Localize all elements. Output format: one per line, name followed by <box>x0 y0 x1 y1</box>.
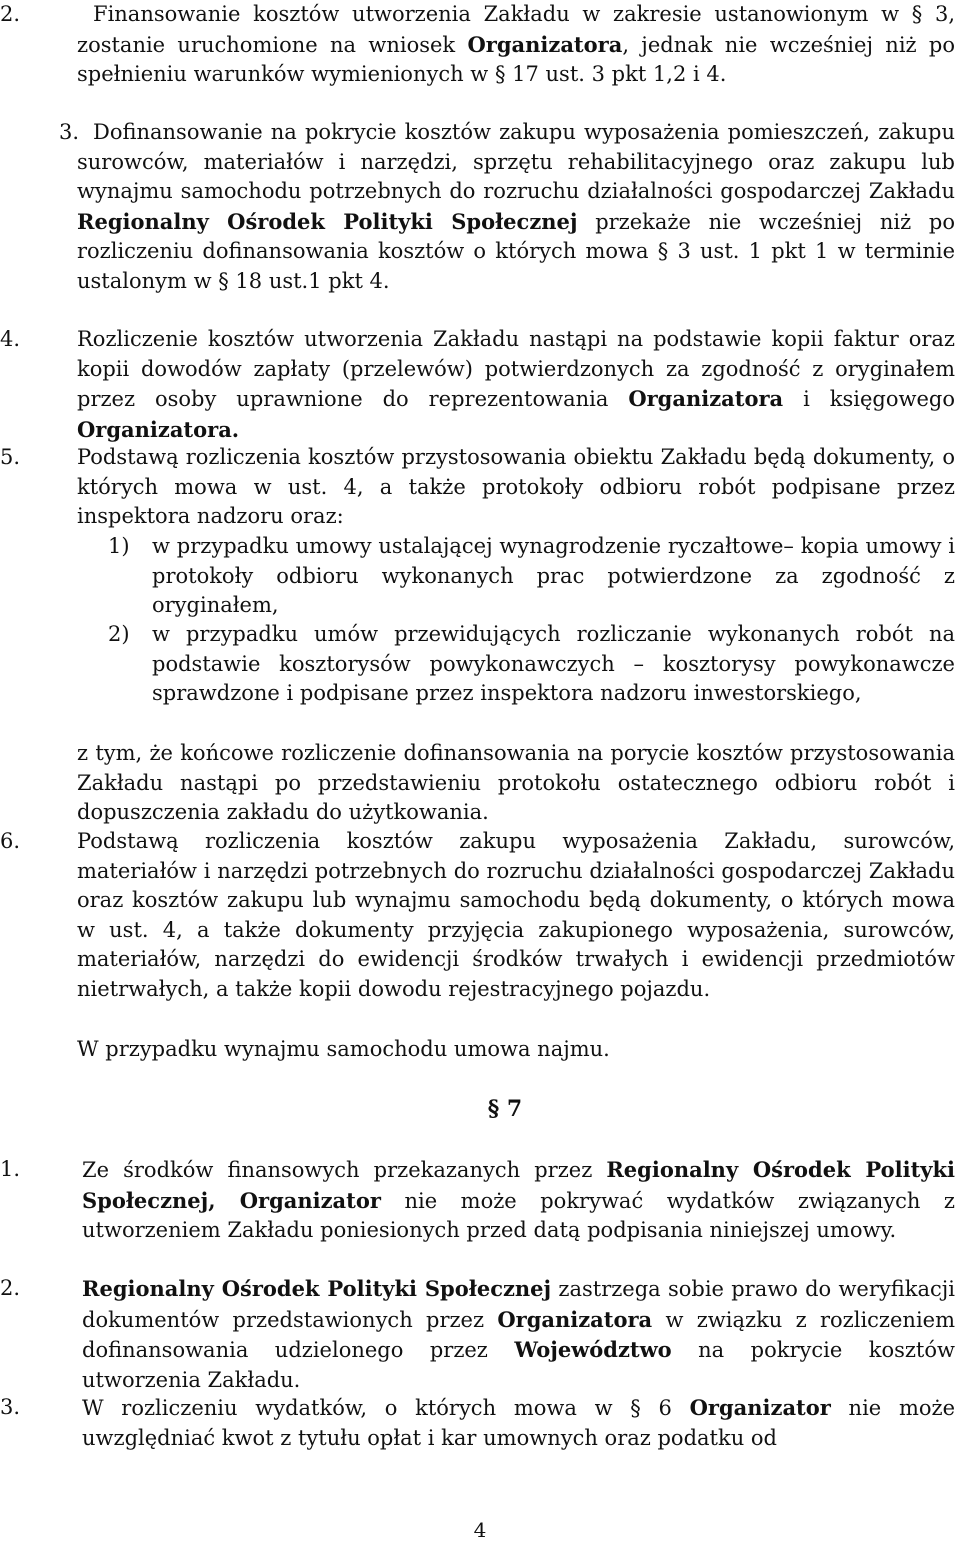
list-item: w przypadku umowy ustalającej wynagrodzenie ryczałtowe– kopia umowy i protokoły odbioru wykonanych prac potwierdzone za zgodność z oryginałem, <box>152 534 955 618</box>
section-heading: § 7 <box>487 1096 523 1122</box>
section-7-point-3 <box>82 1393 955 1453</box>
text-run: w związku z rozliczeniem dofinansowania udzielonego przez <box>82 1307 956 1363</box>
paragraph-number: 3. <box>59 120 80 144</box>
paragraph-number: 2. <box>0 1276 21 1300</box>
text-run: Finansowanie kosztów utworzenia Zakładu w zakresie ustanowionym w § 3, zostanie uruchomione na wniosek <box>77 2 955 57</box>
bold-run: Województwo <box>514 1337 672 1363</box>
bold-run: Organizatora. <box>77 416 240 442</box>
paragraph-number: 4. <box>0 327 21 351</box>
text-run: Rozliczenie kosztów utworzenia Zakładu nastąpi na podstawie kopii faktur oraz kopii dowodów zapłaty (przelewów) potwierdzonych za zgodność z oryginałem przez osoby uprawnione do reprezentowania <box>77 327 955 412</box>
section-7-point-2 <box>82 1274 955 1395</box>
paragraph-6: Podstawą rozliczenia kosztów zakupu wyposażenia Zakładu, surowców, materiałów i narzędzi potrzebnych do rozruchu działalności gospodarczej Zakładu oraz kosztów zakupu lub wynajmu samochodu będą dokumenty, o których mowa w ust. 4, a także dokumenty przyjęcia zakupionego wyposażenia, surowców, materiałów, narzędzi do ewidencji środków trwałych i ewidencji przedmiotów nietrwałych, a także kopii dowodu rejestracyjnego pojazdu. <box>77 829 955 1001</box>
text-run: na pokrycie kosztów utworzenia Zakładu. <box>82 1338 955 1392</box>
text-run: Ze środków finansowych przekazanych przez <box>82 1158 607 1182</box>
bold-run: Organizatora <box>628 386 784 412</box>
bold-run: Regionalny Ośrodek Polityki Społecznej <box>77 208 578 234</box>
text-run: nie może pokrywać wydatków związanych z utworzeniem Zakładu poniesionych przed datą podpisania niniejszej umowy. <box>82 1188 955 1243</box>
bold-run: Regionalny Ośrodek Polityki Społecznej, Organizator <box>82 1157 955 1213</box>
text-run: Dofinansowanie na pokrycie kosztów zakupu wyposażenia pomieszczeń, zakupu surowców, materiałów i narzędzi, sprzętu rehabilitacyjnego oraz zakupu lub wynajmu samochodu potrzebnych do rozruchu działalności gospodarczej Zakładu <box>77 120 955 204</box>
bold-run: Organizatora <box>497 1306 653 1332</box>
page-number: 4 <box>473 1518 487 1542</box>
paragraph-number: 6. <box>0 829 21 853</box>
paragraph-4 <box>77 325 955 445</box>
section-7-point-1 <box>82 1155 955 1246</box>
text-run: , jednak nie wcześniej niż po spełnieniu warunków wymienionych w § 17 ust. 3 pkt 1,2 i 4. <box>77 32 956 87</box>
bold-run: Regionalny Ośrodek Polityki Społecznej <box>82 1276 552 1301</box>
bold-run: Organizatora <box>467 31 623 57</box>
text-run: i księgowego <box>783 387 955 412</box>
paragraph-3 <box>77 118 955 297</box>
list-item: w przypadku umów przewidujących rozliczanie wykonanych robót na podstawie kosztorysów powykonawczych – kosztorysy powykonawcze sprawdzone i podpisane przez inspektora nadzoru inwestorskiego, <box>152 622 955 706</box>
paragraph-2 <box>77 0 955 90</box>
text-run: W rozliczeniu wydatków, o których mowa w § 6 <box>82 1396 690 1420</box>
paragraph-number: 3. <box>0 1395 21 1419</box>
text-run: zastrzega sobie prawo do weryfikacji dokumentów przedstawionych przez <box>82 1277 955 1332</box>
text-run: nie może uwzględniać kwot z tytułu opłat i kar umownych oraz podatku od <box>82 1396 955 1450</box>
list-item-number: 2) <box>108 622 130 646</box>
paragraph-6-extra: W przypadku wynajmu samochodu umowa najmu. <box>77 1037 610 1061</box>
list-item-number: 1) <box>108 534 130 558</box>
bold-run: Organizator <box>689 1395 831 1420</box>
paragraph-number: 5. <box>0 445 21 469</box>
paragraph-number: 2. <box>0 2 21 26</box>
paragraph-5-text: Podstawą rozliczenia kosztów przystosowania obiektu Zakładu będą dokumenty, o których mowa w ust. 4, a także protokoły odbioru robót podpisane przez inspektora nadzoru oraz: <box>77 445 955 529</box>
paragraph-5-closing: z tym, że końcowe rozliczenie dofinansowania na porycie kosztów przystosowania Zakładu nastąpi po przedstawieniu protokołu ostatecznego odbioru robót i dopuszczenia zakładu do użytkowania. <box>77 741 955 825</box>
paragraph-number: 1. <box>0 1157 21 1181</box>
text-run: przekaże nie wcześniej niż po rozliczeniu dofinansowania kosztów o których mowa § 3 ust. 1 pkt 1 w terminie ustalonym w § 18 ust.1 pkt 4. <box>77 209 955 293</box>
